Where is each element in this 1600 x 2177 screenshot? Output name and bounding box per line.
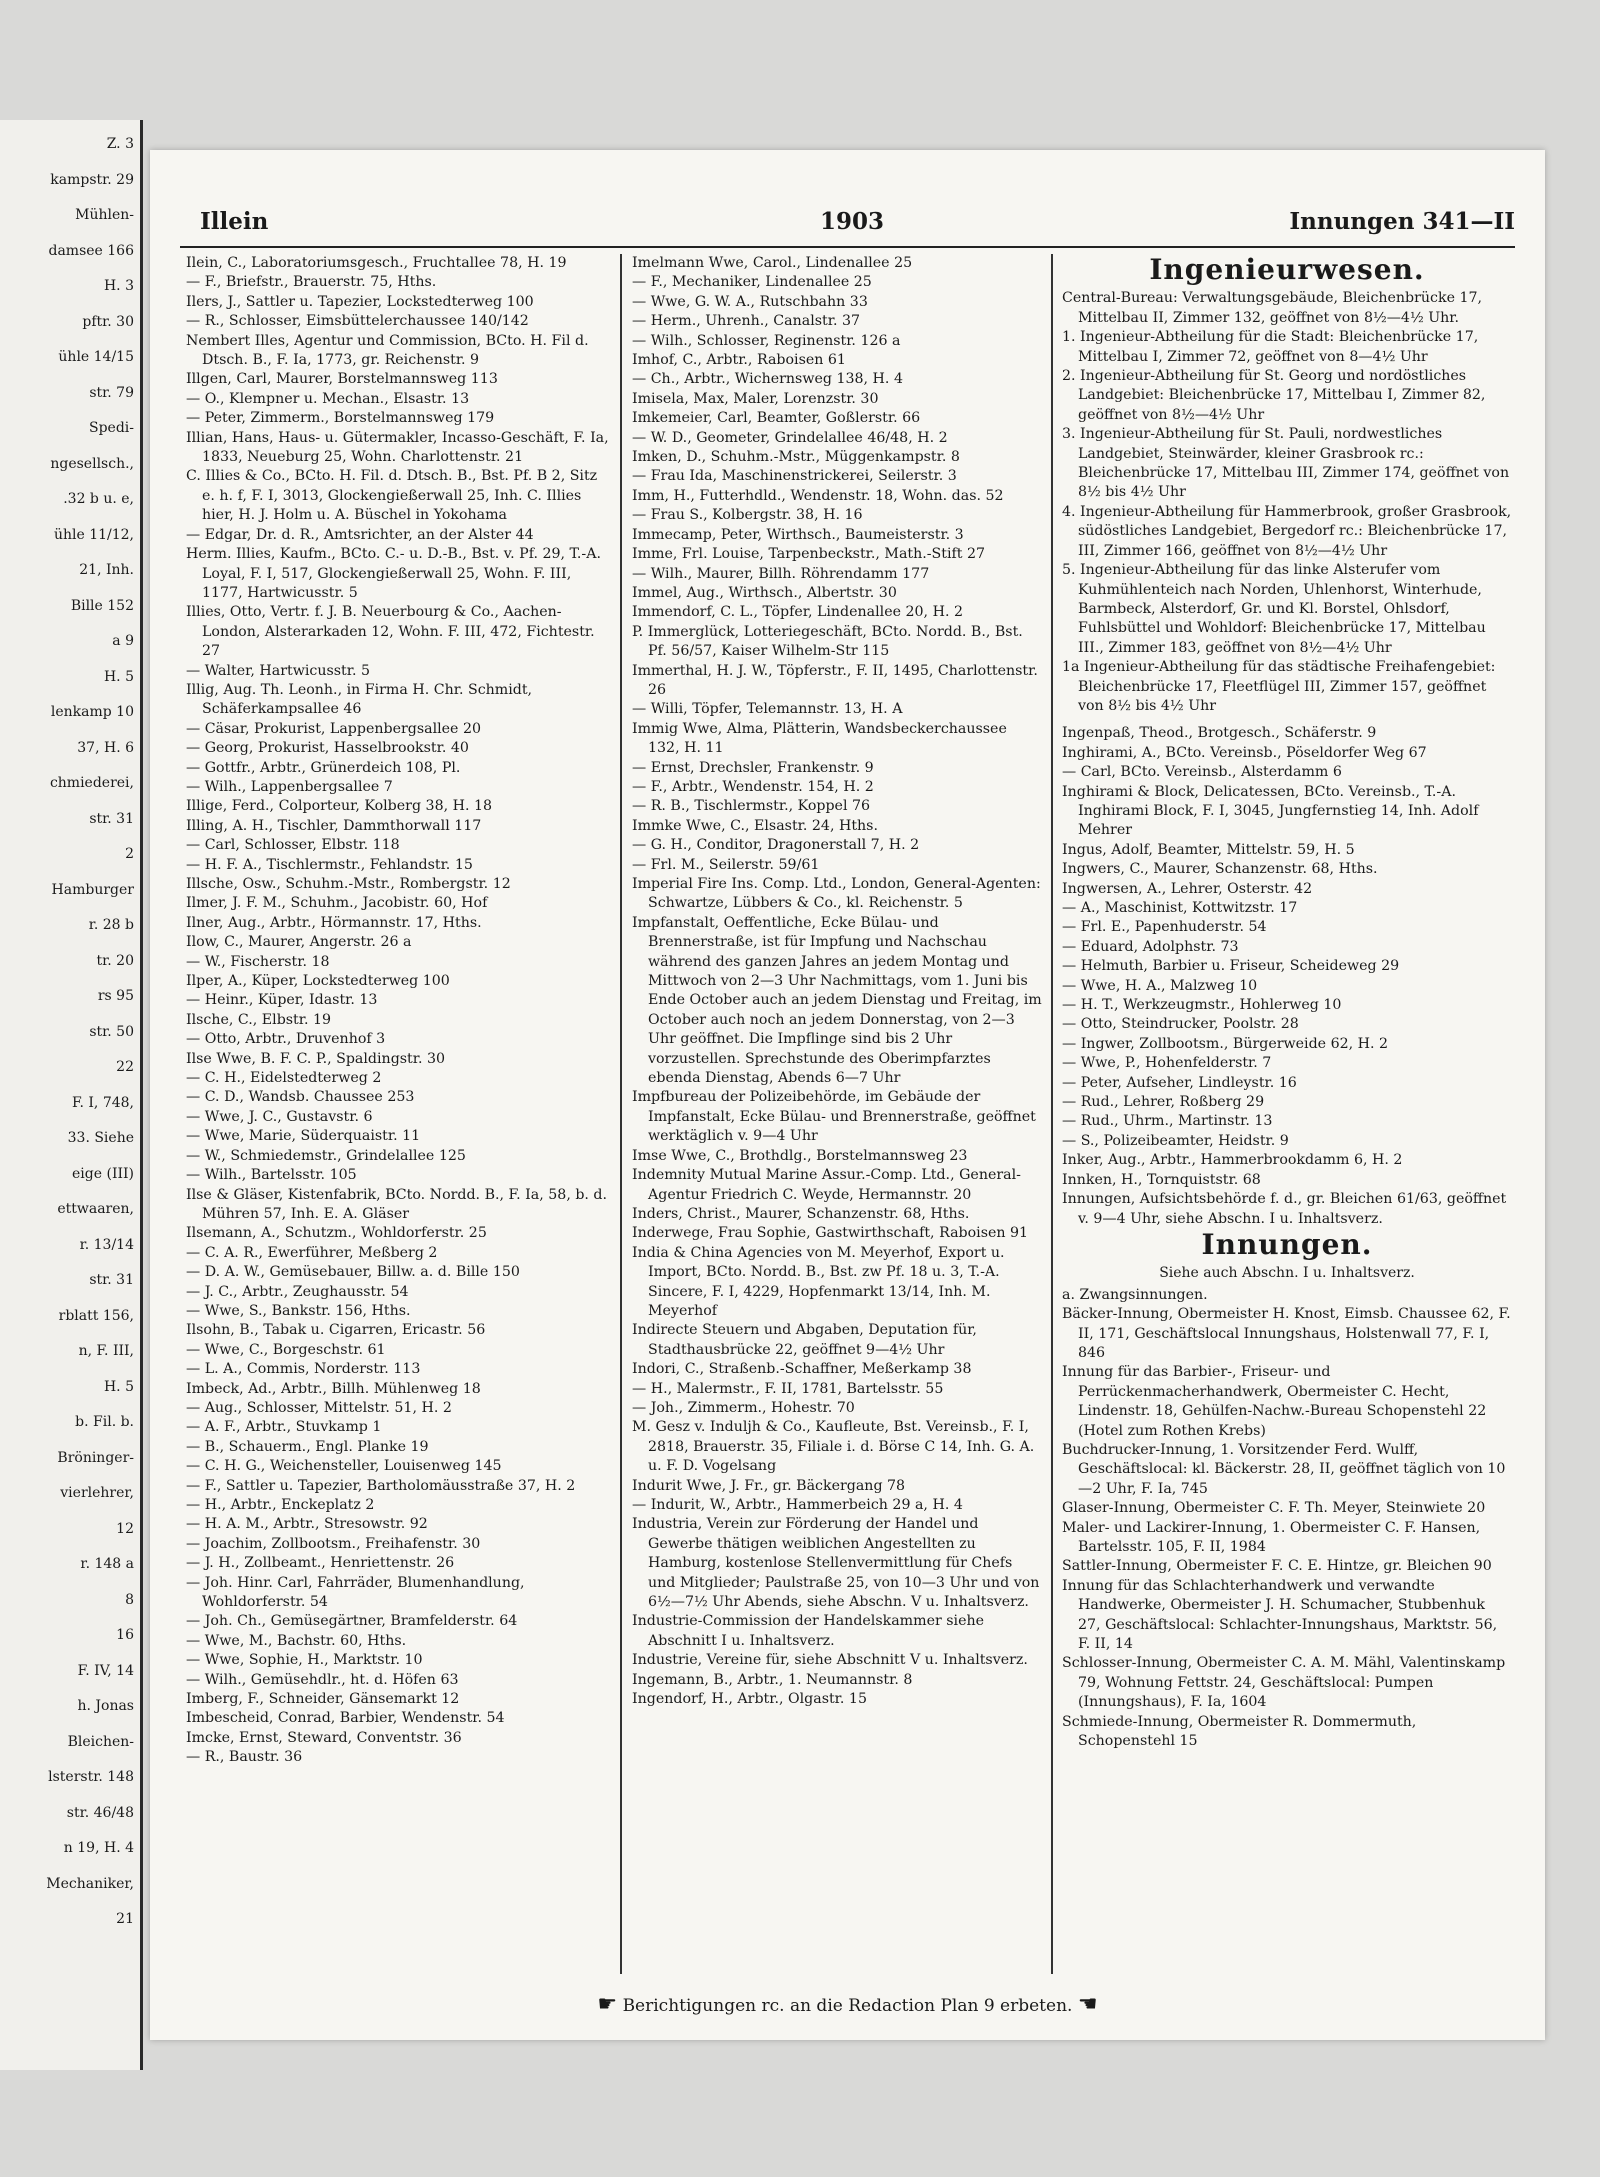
directory-entry: — Indurit, W., Arbtr., Hammerbeich 29 a, H. 4	[632, 1497, 963, 1513]
directory-entry: Illgen, Carl, Maurer, Borstelmannsweg 113	[186, 371, 498, 388]
ingenieur-entry: 1a Ingenieur-Abtheilung für das städtische Freihafengebiet: Bleichenbrücke 17, Fleetflügel III, Zimmer 157, geöffnet von 8½ bis 4½ Uhr	[1062, 659, 1496, 714]
pointing-hand-icon-right: ☚	[1077, 1992, 1098, 2017]
strip-line: b. Fil. b.	[75, 1414, 134, 1430]
directory-entry: — F., Briefstr., Brauerstr. 75, Hths.	[186, 274, 437, 291]
innung-entry: Sattler-Innung, Obermeister F. C. E. Hintze, gr. Bleichen 90	[1062, 1558, 1492, 1575]
directory-entry: Indori, C., Straßenb.-Schaffner, Meßerkamp 38	[632, 1361, 972, 1378]
strip-line: ettwaaren,	[57, 1201, 134, 1217]
directory-entry: — F., Arbtr., Wendenstr. 154, H. 2	[632, 778, 874, 795]
directory-entry: — Walter, Hartwicusstr. 5	[186, 662, 370, 679]
innung-entry: Maler- und Lackirer-Innung, 1. Obermeister C. F. Hansen, Bartelsstr. 105, F. II, 1984	[1062, 1519, 1481, 1555]
directory-entry: — W., Fischerstr. 18	[186, 953, 330, 970]
strip-line: F. IV, 14	[77, 1662, 134, 1679]
strip-line: str. 31	[89, 810, 134, 827]
directory-entry: Innken, H., Tornquiststr. 68	[1062, 1171, 1261, 1188]
directory-entry: — Ernst, Drechsler, Frankenstr. 9	[632, 759, 874, 776]
strip-line: F. I, 748,	[71, 1094, 134, 1111]
directory-entry: Industrie-Commission der Handelskammer siehe Abschnitt I u. Inhaltsverz.	[632, 1613, 985, 1649]
directory-entry: — Eduard, Adolphstr. 73	[1062, 938, 1239, 955]
directory-entry: — Wilh., Bartelsstr. 105	[186, 1167, 357, 1184]
directory-entry: Illige, Ferd., Colporteur, Kolberg 38, H. 18	[186, 798, 493, 815]
directory-entry: P. Immerglück, Lotteriegeschäft, BCto. Nordd. B., Bst. Pf. 56/57, Kaiser Wilhelm-Str 115	[632, 623, 1023, 660]
innung-entry: Innung für das Barbier-, Friseur- und Perrückenmacherhandwerk, Obermeister C. Hecht, Lindenstr. 18, Gehülfen-Nachw.-Bureau Schopenstehl 22 (Hotel zum Rothen Krebs)	[1062, 1364, 1487, 1439]
directory-entry: Ilmer, J. F. M., Schuhm., Jacobistr. 60, Hof	[186, 895, 488, 912]
innung-entry: Innung für das Schlachterhandwerk und verwandte Handwerke, Obermeister J. H. Schumacher, Stubbenhuk 27, Geschäftslocal: Schlachter-Innungshaus, Marktstr. 56, F. II, 14	[1062, 1577, 1498, 1653]
strip-line: 22	[116, 1059, 134, 1075]
directory-entry: Herm. Illies, Kaufm., BCto. C.- u. D.-B., Bst. v. Pf. 29, T.-A. Loyal, F. I, 517, Glockengießerwall 25, Wohn. F. III, 1177, Hartwicusstr. 5	[186, 546, 601, 601]
strip-line: pftr. 30	[82, 313, 134, 330]
directory-entry: — A., Maschinist, Kottwitzstr. 17	[1062, 900, 1298, 916]
directory-entry: Imisela, Max, Maler, Lorenzstr. 30	[632, 390, 879, 407]
ingenieur-entry: 4. Ingenieur-Abtheilung für Hammerbrook, großer Grasbrook, südöstliches Landgebiet, Bergedorf rc.: Bleichenbrücke 17, III, Zimmer 166, geöffnet von 8½—4½ Uhr	[1062, 503, 1512, 559]
directory-entry: — Gottfr., Arbtr., Grünerdeich 108, Pl.	[186, 759, 461, 776]
left-page-strip	[0, 120, 143, 2070]
directory-entry: Imse Wwe, C., Brothdlg., Borstelmannsweg 23	[632, 1147, 968, 1164]
strip-line: str. 46/48	[66, 1804, 134, 1821]
directory-entry: — Helmuth, Barbier u. Friseur, Scheideweg 29	[1062, 958, 1400, 975]
directory-entry: — D. A. W., Gemüsebauer, Billw. a. d. Bille 150	[186, 1264, 520, 1281]
directory-entry: — Wilh., Gemüsehdlr., ht. d. Höfen 63	[186, 1671, 459, 1688]
directory-entry: — Herm., Uhrenh., Canalstr. 37	[632, 313, 861, 330]
directory-entry: — Wwe, H. A., Malzweg 10	[1062, 977, 1258, 994]
column-1	[186, 254, 611, 1974]
directory-entry: Immerthal, H. J. W., Töpferstr., F. II, 1495, Charlottenstr. 26	[632, 662, 1038, 698]
strip-line: .32 b u. e,	[63, 491, 134, 507]
directory-entry: Imberg, F., Schneider, Gänsemarkt 12	[186, 1691, 460, 1708]
directory-entry: Imbescheid, Conrad, Barbier, Wendenstr. 54	[186, 1710, 505, 1727]
strip-line: Z. 3	[106, 136, 134, 152]
directory-entry: Innungen, Aufsichtsbehörde f. d., gr. Bleichen 61/63, geöffnet v. 9—4 Uhr, siehe Abschn. I u. Inhaltsverz.	[1062, 1191, 1507, 1227]
directory-entry: — Ingwer, Zollbootsm., Bürgerweide 62, H. 2	[1062, 1035, 1389, 1052]
strip-line: chmiederei,	[49, 775, 134, 791]
innung-entry: Glaser-Innung, Obermeister C. F. Th. Meyer, Steinwiete 20	[1062, 1500, 1486, 1517]
directory-entry: C. Illies & Co., BCto. H. Fil. d. Dtsch. B., Bst. Pf. B 2, Sitz e. h. f, F. I, 3013, Glockengießerwall 25, Inh. C. Illies hier, H. J. Holm u. A. Büschel in Yokohama	[186, 468, 598, 524]
directory-entry: — F., Mechaniker, Lindenallee 25	[632, 274, 872, 291]
directory-entry: — H. T., Werkzeugmstr., Hohlerweg 10	[1062, 997, 1342, 1014]
directory-entry: — H., Arbtr., Enckeplatz 2	[186, 1497, 375, 1513]
directory-entry: M. Gesz v. Induljh & Co., Kaufleute, Bst. Vereinsb., F. I, 2818, Brauerstr. 35, Filiale i. d. Börse C 14, Inh. G. A. u. F. D. Vogelsang	[632, 1419, 1035, 1475]
directory-entry: Immecamp, Peter, Wirthsch., Baumeisterstr. 3	[632, 526, 964, 543]
directory-entry: — Willi, Töpfer, Telemannstr. 13, H. A	[632, 701, 903, 718]
directory-entry: — Frl. M., Seilerstr. 59/61	[632, 856, 820, 873]
strip-line: H. 5	[103, 668, 134, 685]
directory-entry: Ingemann, B., Arbtr., 1. Neumannstr. 8	[632, 1671, 913, 1688]
directory-entry: Inghirami, A., BCto. Vereinsb., Pöseldorfer Weg 67	[1062, 744, 1427, 761]
innung-entry: a. Zwangsinnungen.	[1062, 1286, 1208, 1303]
strip-line: Bröninger-	[57, 1449, 134, 1466]
directory-entry: — Carl, Schlosser, Elbstr. 118	[186, 837, 400, 854]
directory-entry: Indirecte Steuern und Abgaben, Deputation für, Stadthausbrücke 22, geöffnet 9—4½ Uhr	[632, 1322, 977, 1358]
strip-line: lenkamp 10	[50, 704, 134, 720]
directory-entry: — Joh. Hinr. Carl, Fahrräder, Blumenhandlung, Wohldorferstr. 54	[186, 1574, 525, 1611]
directory-entry: — Wwe, M., Bachstr. 60, Hths.	[186, 1632, 407, 1649]
directory-entry: Ilse Wwe, B. F. C. P., Spaldingstr. 30	[186, 1050, 446, 1067]
strip-line: Spedi-	[88, 420, 134, 436]
strip-line: 8	[125, 1591, 134, 1608]
directory-entry: — W., Schmiedemstr., Grindelallee 125	[186, 1147, 466, 1164]
directory-entry: — L. A., Commis, Norderstr. 113	[186, 1361, 421, 1378]
directory-entry: — Georg, Prokurist, Hasselbrookstr. 40	[186, 740, 469, 757]
directory-entry: — C. H. G., Weichensteller, Louisenweg 145	[186, 1458, 502, 1475]
directory-entry: Indurit Wwe, J. Fr., gr. Bäckergang 78	[632, 1477, 906, 1494]
directory-entry: Immel, Aug., Wirthsch., Albertstr. 30	[632, 584, 897, 601]
strip-line: lsterstr. 148	[48, 1769, 134, 1785]
directory-entry: Ilner, Aug., Arbtr., Hörmannstr. 17, Hths.	[186, 914, 482, 931]
directory-entry: — R., Baustr. 36	[186, 1749, 303, 1766]
header-left: Illein	[200, 208, 269, 235]
innung-entry: Schlosser-Innung, Obermeister C. A. M. Mähl, Valentinskamp 79, Wohnung Fettstr. 24, Geschäftslocal: Pumpen (Innungshaus), F. Ia, 1604	[1062, 1655, 1506, 1711]
name-list	[1062, 724, 1512, 1229]
directory-entry: — C. A. R., Ewerführer, Meßberg 2	[186, 1244, 438, 1261]
directory-entry: Illsche, Osw., Schuhm.-Mstr., Rombergstr. 12	[186, 876, 511, 892]
page-footer	[180, 1992, 1515, 2017]
column-divider-1	[620, 254, 622, 1974]
directory-entry: — Frau S., Kolbergstr. 38, H. 16	[632, 507, 863, 524]
ingenieur-entry: 3. Ingenieur-Abtheilung für St. Pauli, nordwestliches Landgebiet, Steinwärder, kleiner Grasbrook rc.: Bleichenbrücke 17, Mittelbau III, Zimmer 174, geöffnet von 8½ bis 4½ Uhr	[1062, 426, 1510, 501]
directory-entry: Imken, D., Schuhm.-Mstr., Müggenkampstr. 8	[632, 449, 960, 466]
ingenieur-entry: 5. Ingenieur-Abtheilung für das linke Alsterufer vom Kuhmühlenteich nach Norden, Uhlenhorst, Winterhude, Barmbeck, Alsterdorf, Gr. und Kl. Borstel, Ohlsdorf, Fuhlsbüttel und Wohldorf: Bleichenbrücke 17, Mittelbau III., Zimmer 183, geöffnet von 8½—4½ Uhr	[1062, 562, 1486, 656]
strip-line: 37, H. 6	[77, 739, 134, 756]
directory-entry: Imme, Frl. Louise, Tarpenbeckstr., Math.-Stift 27	[632, 546, 986, 563]
directory-entry: Immke Wwe, C., Elsastr. 24, Hths.	[632, 817, 878, 834]
strip-line: 2	[125, 846, 134, 862]
strip-line: ngesellsch.,	[50, 455, 134, 472]
strip-line: damsee 166	[48, 242, 134, 259]
strip-line: rs 95	[97, 988, 134, 1004]
innung-entry: Buchdrucker-Innung, 1. Vorsitzender Ferd. Wulff, Geschäftslocal: kl. Bäckerstr. 28, II, geöffnet täglich von 10—2 Uhr, F. Ia, 745	[1062, 1441, 1506, 1497]
directory-entry: — J. C., Arbtr., Zeughausstr. 54	[186, 1283, 409, 1300]
strip-line: n, F. III,	[78, 1343, 134, 1359]
strip-line: h. Jonas	[77, 1698, 134, 1714]
directory-entry: — Wwe, C., Borgeschstr. 61	[186, 1341, 386, 1358]
ingenieur-list	[1062, 289, 1512, 716]
directory-entry: Impfbureau der Polizeibehörde, im Gebäude der Impfanstalt, Ecke Bülau- und Brennerstraße, geöffnet werktäglich v. 9—4 Uhr	[632, 1089, 1036, 1145]
directory-entry: — C. D., Wandsb. Chaussee 253	[186, 1089, 415, 1106]
strip-line: a 9	[112, 633, 134, 649]
strip-line: rblatt 156,	[58, 1307, 134, 1324]
directory-entry: Illian, Hans, Haus- u. Gütermakler, Incasso-Geschäft, F. Ia, 1833, Neueburg 25, Wohn. Charlottenstr. 21	[186, 429, 609, 466]
directory-entry: — Heinr., Küper, Idastr. 13	[186, 992, 378, 1009]
directory-entry: — R., Schlosser, Eimsbüttelerchaussee 140/142	[186, 313, 529, 330]
innungen-list	[1062, 1286, 1512, 1752]
innung-entry: Bäcker-Innung, Obermeister H. Knost, Eimsb. Chaussee 62, F. II, 171, Geschäftslocal Innungshaus, Holstenwall 77, F. I, 846	[1062, 1306, 1511, 1361]
innung-entry: Schmiede-Innung, Obermeister R. Dommermuth, Schopenstehl 15	[1062, 1713, 1417, 1750]
directory-entry: Imperial Fire Ins. Comp. Ltd., London, General-Agenten: Schwartze, Lübbers & Co., kl. Reichenstr. 5	[632, 876, 1041, 912]
strip-line: tr. 20	[96, 952, 134, 969]
directory-entry: — Rud., Lehrer, Roßberg 29	[1062, 1094, 1265, 1111]
strip-line: Mühlen-	[75, 207, 134, 223]
directory-entry: — Wwe, G. W. A., Rutschbahn 33	[632, 293, 868, 310]
directory-entry: — Wilh., Lappenbergsallee 7	[186, 778, 393, 795]
header-rule	[180, 246, 1515, 248]
directory-entry: Immendorf, C. L., Töpfer, Lindenallee 20, H. 2	[632, 604, 963, 621]
directory-entry: — H., Malermstr., F. II, 1781, Bartelsstr. 55	[632, 1380, 944, 1397]
directory-page	[150, 150, 1545, 2040]
directory-entry: — Wwe, Marie, Süderquaistr. 11	[186, 1128, 421, 1145]
directory-entry: Inghirami & Block, Delicatessen, BCto. Vereinsb., T.-A. Inghirami Block, F. I, 3045, Jungfernstieg 14, Inh. Adolf Mehrer	[1062, 783, 1479, 839]
strip-line: eige (III)	[72, 1165, 134, 1182]
strip-line: Bille 152	[70, 597, 134, 614]
directory-entry: — Peter, Zimmerm., Borstelmannsweg 179	[186, 410, 495, 427]
directory-entry: — Joachim, Zollbootsm., Freihafenstr. 30	[186, 1535, 481, 1552]
strip-line: Hamburger	[51, 881, 134, 898]
directory-entry: — Joh. Ch., Gemüsegärtner, Bramfelderstr. 64	[186, 1613, 518, 1630]
strip-line: vierlehrer,	[60, 1485, 134, 1501]
strip-line: str. 50	[89, 1023, 134, 1040]
directory-entry: — Otto, Steindrucker, Poolstr. 28	[1062, 1016, 1299, 1033]
directory-entry: Imelmann Wwe, Carol., Lindenallee 25	[632, 255, 913, 271]
directory-entry: — S., Polizeibeamter, Heidstr. 9	[1062, 1132, 1289, 1149]
column-2	[632, 254, 1042, 1974]
page-header	[180, 208, 1515, 238]
directory-entry: — Edgar, Dr. d. R., Amtsrichter, an der Alster 44	[186, 526, 534, 543]
pointing-hand-icon: ☛	[597, 1992, 618, 2017]
directory-entry: — O., Klempner u. Mechan., Elsastr. 13	[186, 390, 470, 407]
directory-entry: — Frl. E., Papenhuderstr. 54	[1062, 919, 1267, 936]
strip-line: str. 79	[89, 384, 134, 401]
strip-line: n 19, H. 4	[63, 1840, 134, 1856]
header-right: Innungen 341—II	[1289, 208, 1515, 235]
directory-entry: — Cäsar, Prokurist, Lappenbergsallee 20	[186, 720, 482, 737]
directory-entry: — Aug., Schlosser, Mittelstr. 51, H. 2	[186, 1399, 452, 1416]
strip-line: H. 5	[103, 1378, 134, 1395]
directory-entry: Industria, Verein zur Förderung der Handel und Gewerbe thätigen weiblichen Angestellten zu Hamburg, kostenlose Stellenvermittlung für Chefs und Mitglieder; Paulstraße 25, von 10—3 Uhr und von 6½—7½ Uhr Abends, siehe Abschn. V u. Inhaltsverz.	[632, 1516, 1040, 1611]
directory-entry: Ingus, Adolf, Beamter, Mittelstr. 59, H. 5	[1062, 841, 1355, 858]
directory-entry: Illing, A. H., Tischler, Dammthorwall 117	[186, 817, 482, 834]
directory-entry: — H. F. A., Tischlermstr., Fehlandstr. 15	[186, 856, 473, 873]
directory-entry: — Wwe, S., Bankstr. 156, Hths.	[186, 1302, 411, 1319]
strip-line: Bleichen-	[67, 1733, 134, 1750]
strip-line: ühle 14/15	[58, 349, 134, 365]
directory-entry: — Peter, Aufseher, Lindleystr. 16	[1062, 1074, 1297, 1091]
ingenieur-entry: 1. Ingenieur-Abtheilung für die Stadt: Bleichenbrücke 17, Mittelbau I, Zimmer 72, geöffnet von 8—4½ Uhr	[1062, 329, 1479, 365]
directory-entry: Inderwege, Frau Sophie, Gastwirthschaft, Raboisen 91	[632, 1225, 1029, 1242]
directory-entry: — J. H., Zollbeamt., Henriettenstr. 26	[186, 1555, 455, 1572]
section-title-ingenieurwesen: Ingenieurwesen.	[1149, 254, 1425, 286]
section-title-innungen: Innungen.	[1201, 1227, 1373, 1261]
directory-entry: — B., Schauerm., Engl. Planke 19	[186, 1438, 429, 1455]
directory-entry: — F., Sattler u. Tapezier, Bartholomäusstraße 37, H. 2	[186, 1477, 576, 1494]
directory-entry: Ingenpaß, Theod., Brotgesch., Schäferstr. 9	[1062, 725, 1377, 742]
directory-entry: Ilsohn, B., Tabak u. Cigarren, Ericastr. 56	[186, 1322, 486, 1339]
directory-entry: Impfanstalt, Oeffentliche, Ecke Bülau- und Brennerstraße, ist für Impfung und Nachschau während des ganzen Jahres an jedem Montag und Mittwoch von 2—3 Uhr Nachmittags, vom 1. Juni bis Ende October auch an jedem Dienstag und Freitag, im October auch noch an jedem Donnerstag, von 2—3 Uhr geöffnet. Die Impflinge sind bis 2 Uhr vorzustellen. Sprechstunde des Oberimpfarztes ebenda Dienstag, Abends 6—7 Uhr	[632, 914, 1042, 1087]
strip-line: H. 3	[103, 278, 134, 294]
directory-entry: Imm, H., Futterhdld., Wendenstr. 18, Wohn. das. 52	[632, 487, 1004, 504]
directory-entry: Ingwers, C., Maurer, Schanzenstr. 68, Hths.	[1062, 861, 1378, 878]
directory-entry: Inders, Christ., Maurer, Schanzenstr. 68, Hths.	[632, 1205, 970, 1222]
directory-entry: Imkemeier, Carl, Beamter, Goßlerstr. 66	[632, 410, 921, 427]
strip-line: Mechaniker,	[46, 1875, 134, 1892]
ingenieur-entry: 2. Ingenieur-Abtheilung für St. Georg und nordöstliches Landgebiet: Bleichenbrücke 17, Mittelbau I, Zimmer 82, geöffnet von 8½—4½ Uhr	[1062, 368, 1486, 423]
directory-entry: — H. A. M., Arbtr., Stresowstr. 92	[186, 1516, 428, 1533]
directory-entry: — Otto, Arbtr., Druvenhof 3	[186, 1031, 386, 1048]
strip-line: str. 31	[89, 1272, 134, 1288]
directory-entry: — Wwe, Sophie, H., Marktstr. 10	[186, 1652, 423, 1669]
ingenieur-entry: Central-Bureau: Verwaltungsgebäude, Bleichenbrücke 17, Mittelbau II, Zimmer 132, geöffnet von 8½—4½ Uhr.	[1062, 290, 1483, 326]
directory-entry: Ingendorf, H., Arbtr., Olgastr. 15	[632, 1691, 867, 1708]
strip-line: 21	[116, 1911, 134, 1927]
directory-entry: — Frau Ida, Maschinenstrickerei, Seilerstr. 3	[632, 468, 957, 485]
directory-entry: — Ch., Arbtr., Wichernsweg 138, H. 4	[632, 371, 903, 388]
strip-line: ühle 11/12,	[53, 526, 134, 543]
directory-entry: Industrie, Vereine für, siehe Abschnitt V u. Inhaltsverz.	[632, 1652, 1028, 1669]
directory-entry: — Carl, BCto. Vereinsb., Alsterdamm 6	[1062, 764, 1342, 781]
directory-entry: — C. H., Eidelstedterweg 2	[186, 1070, 382, 1087]
strip-line: 21, Inh.	[79, 562, 134, 578]
directory-entry: Ingwersen, A., Lehrer, Osterstr. 42	[1062, 880, 1313, 897]
strip-line: 33. Siehe	[67, 1130, 134, 1146]
directory-entry: — R. B., Tischlermstr., Koppel 76	[632, 798, 871, 815]
directory-entry: Imhof, C., Arbtr., Raboisen 61	[632, 352, 846, 369]
footer-text: Berichtigungen rc. an die Redaction Plan 9 erbeten.	[622, 1996, 1073, 2016]
strip-line: 12	[116, 1520, 134, 1537]
strip-line: r. 148 a	[80, 1556, 134, 1572]
directory-entry: — A. F., Arbtr., Stuvkamp 1	[186, 1419, 382, 1436]
directory-entry: — Wilh., Schlosser, Reginenstr. 126 a	[632, 332, 901, 349]
directory-entry: Ilsche, C., Elbstr. 19	[186, 1011, 332, 1028]
directory-entry: — Wilh., Maurer, Billh. Röhrendamm 177	[632, 565, 930, 582]
directory-entry: Immig Wwe, Alma, Plätterin, Wandsbeckerchaussee 132, H. 11	[632, 720, 1007, 757]
strip-line: kampstr. 29	[50, 171, 134, 188]
directory-entry: Inker, Aug., Arbtr., Hammerbrookdamm 6, H. 2	[1062, 1152, 1403, 1169]
directory-entry: Ilow, C., Maurer, Angerstr. 26 a	[186, 934, 412, 951]
directory-entry: — Rud., Uhrm., Martinstr. 13	[1062, 1113, 1273, 1130]
directory-entry: India & China Agencies von M. Meyerhof, Export u. Import, BCto. Nordd. B., Bst. zw Pf. 18 u. 3, T.-A. Sincere, F. I, 4229, Hopfenmarkt 13/14, Inh. M. Meyerhof	[632, 1244, 1005, 1319]
directory-entry: Indemnity Mutual Marine Assur.-Comp. Ltd., General-Agentur Friedrich C. Weyde, Hermannstr. 20	[632, 1167, 1021, 1203]
directory-entry: Ilein, C., Laboratoriumsgesch., Fruchtallee 78, H. 19	[186, 255, 567, 271]
directory-entry: Ilse & Gläser, Kistenfabrik, BCto. Nordd. B., F. Ia, 58, b. d. Mühren 57, Inh. E. A. Gläser	[186, 1186, 608, 1222]
column-divider-2	[1051, 254, 1053, 1974]
directory-entry: — Wwe, J. C., Gustavstr. 6	[186, 1108, 373, 1125]
strip-line: 16	[116, 1627, 134, 1643]
section-note: Siehe auch Abschn. I u. Inhaltsverz.	[1159, 1265, 1415, 1282]
directory-entry: Nembert Illes, Agentur und Commission, BCto. H. Fil d. Dtsch. B., F. Ia, 1773, gr. Reichenstr. 9	[186, 332, 589, 369]
directory-entry: — W. D., Geometer, Grindelallee 46/48, H. 2	[632, 429, 948, 446]
directory-entry: Ilper, A., Küper, Lockstedterweg 100	[186, 973, 450, 990]
directory-entry: — G. H., Conditor, Dragonerstall 7, H. 2	[632, 837, 920, 854]
strip-line: r. 13/14	[79, 1236, 134, 1253]
column-3	[1062, 254, 1512, 1974]
directory-entry: Illies, Otto, Vertr. f. J. B. Neuerbourg & Co., Aachen-London, Alsterarkaden 12, Wohn. F. III, 472, Fichtestr. 27	[186, 604, 595, 660]
directory-entry: Ilers, J., Sattler u. Tapezier, Lockstedterweg 100	[186, 293, 534, 310]
strip-line: r. 28 b	[88, 917, 134, 933]
directory-entry: Imbeck, Ad., Arbtr., Billh. Mühlenweg 18	[186, 1380, 481, 1397]
header-year: 1903	[820, 208, 885, 235]
directory-entry: Ilsemann, A., Schutzm., Wohldorferstr. 25	[186, 1225, 487, 1242]
directory-entry: Illig, Aug. Th. Leonh., in Firma H. Chr. Schmidt, Schäferkampsallee 46	[186, 681, 533, 718]
directory-entry: — Joh., Zimmerm., Hohestr. 70	[632, 1399, 855, 1416]
directory-entry: — Wwe, P., Hohenfelderstr. 7	[1062, 1055, 1272, 1072]
directory-entry: Imcke, Ernst, Steward, Conventstr. 36	[186, 1729, 462, 1746]
